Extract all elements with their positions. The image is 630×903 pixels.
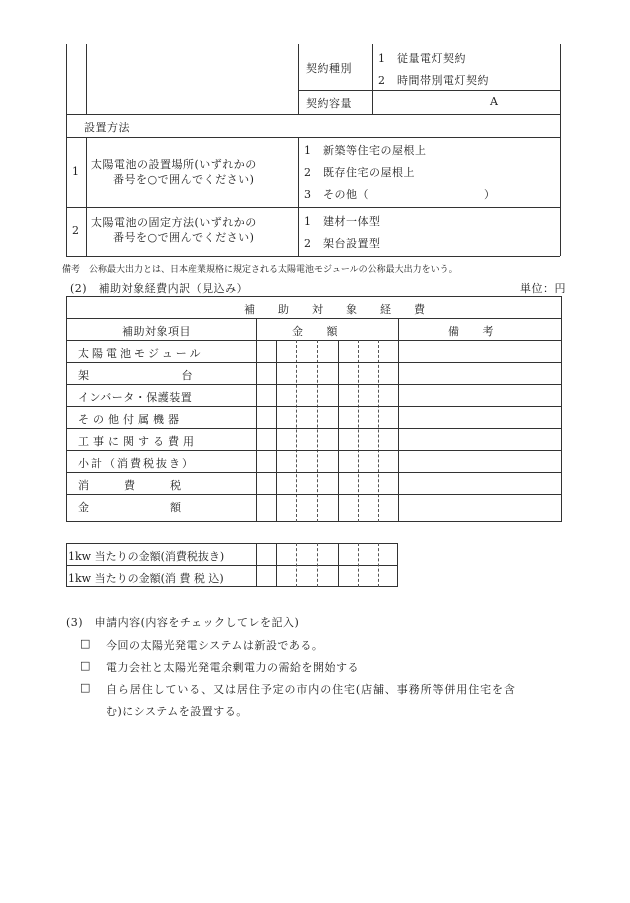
table-row: 小計（消費税抜き）	[78, 457, 195, 470]
contract-option-1: 1 従量電灯契約	[378, 52, 466, 65]
contract-capacity-unit: A	[490, 95, 499, 108]
row2-label-line1: 太陽電池の固定方法(いずれかの	[91, 216, 257, 229]
row1-option-3: 3 その他（ ）	[304, 188, 496, 201]
row2-option-2: 2 架台設置型	[304, 237, 381, 250]
checkbox-surplus-power[interactable]: □	[80, 659, 91, 672]
table-row: 架 台	[78, 369, 193, 382]
row2-label-line2: 番号を○で囲んでください)	[113, 231, 255, 244]
check-item-3: 自ら居住している、又は居住予定の市内の住宅(店舗、事務所等併用住宅を含	[106, 683, 516, 696]
checkbox-residence[interactable]: □	[80, 681, 91, 694]
table-row: 消 費 税	[78, 479, 182, 492]
row1-option-2: 2 既存住宅の屋根上	[304, 166, 415, 179]
col-item-header: 補助対象項目	[122, 325, 191, 338]
contract-option-2: 2 時間帯別電灯契約	[378, 74, 489, 87]
table-row: 太陽電池モジュール	[78, 347, 204, 360]
row1-label-line2: 番号を○で囲んでください)	[113, 173, 255, 186]
install-method-label: 設置方法	[84, 121, 130, 134]
note: 備考 公称最大出力とは、日本産業規格に規定される太陽電池モジュールの公称最大出力をいう。	[62, 265, 458, 275]
section2-heading: (2) 補助対象経費内訳（見込み）	[70, 282, 249, 295]
col-amount-header: 金 額	[292, 325, 338, 338]
col-remarks-header: 備 考	[448, 325, 494, 338]
table-row: インバータ・保護装置	[78, 391, 193, 404]
table-row: 金 額	[78, 501, 182, 514]
per-kw-table	[66, 543, 398, 587]
row2-option-1: 1 建材一体型	[304, 215, 381, 228]
row1-label-line1: 太陽電池の設置場所(いずれかの	[91, 158, 257, 171]
expense-table	[66, 296, 562, 522]
contract-capacity-label: 契約容量	[306, 97, 352, 110]
contract-type-label: 契約種別	[306, 62, 352, 75]
row2-number: 2	[72, 224, 80, 237]
table-title: 補 助 対 象 経 費	[244, 303, 431, 316]
check-item-1: 今回の太陽光発電システムは新設である。	[106, 639, 324, 652]
row1-option-1: 1 新築等住宅の屋根上	[304, 144, 427, 157]
check-item-3-cont: む)にシステムを設置する。	[106, 705, 248, 718]
per-kw-row-excl: 1kw 当たりの金額(消費税抜き)	[68, 550, 225, 563]
per-kw-row-incl: 1kw 当たりの金額(消 費 税 込)	[68, 572, 224, 585]
section3-heading: (3) 申請内容(内容をチェックしてレを記入)	[66, 616, 300, 629]
checkbox-new-install[interactable]: □	[80, 637, 91, 650]
table-row: 工事に関する費用	[78, 435, 198, 448]
top-table	[66, 44, 560, 256]
unit-label: 単位：円	[520, 282, 566, 295]
table-row: その他付属機器	[78, 413, 183, 426]
check-item-2: 電力会社と太陽光発電余剰電力の需給を開始する	[106, 661, 359, 674]
row1-number: 1	[72, 165, 80, 178]
